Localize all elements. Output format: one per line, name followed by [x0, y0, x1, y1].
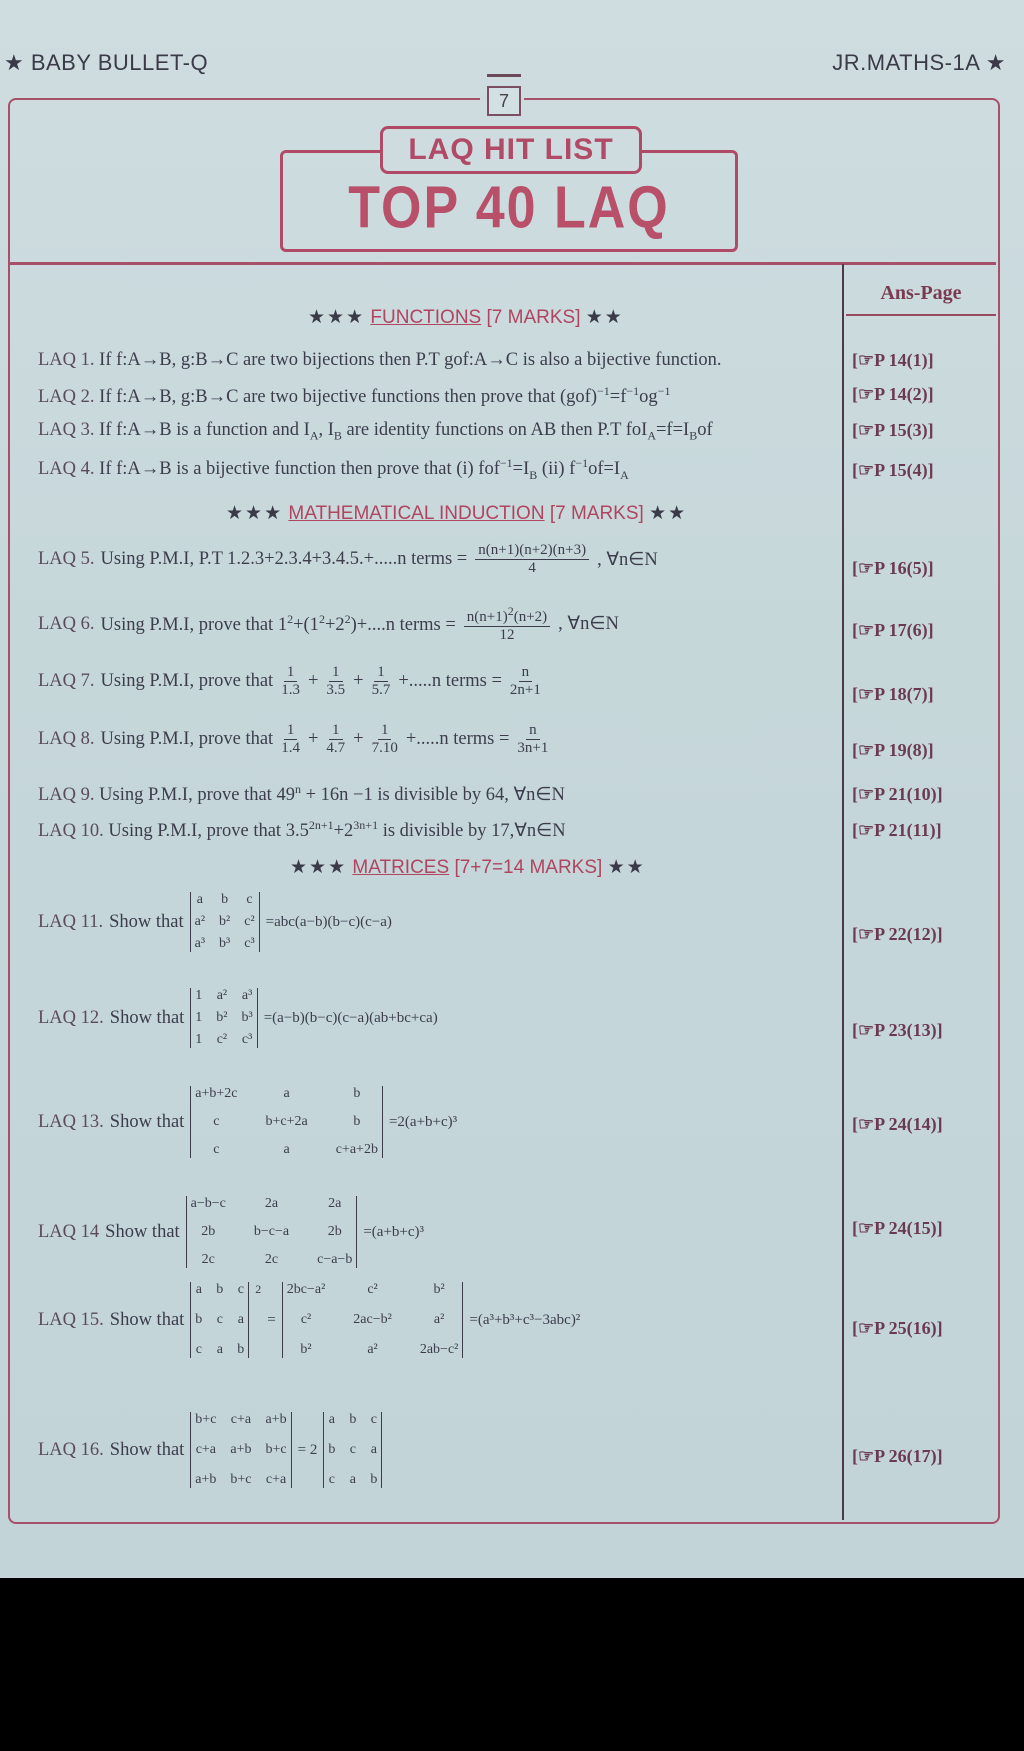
- det-cell: c: [213, 1114, 220, 1129]
- determinant: [190, 1412, 291, 1488]
- question-text: Show that: [109, 1007, 185, 1028]
- ans-page-laq10[interactable]: [☞P 21(11)]: [852, 820, 942, 840]
- det-cell: c+a: [265, 1472, 287, 1487]
- determinant: [186, 1196, 358, 1268]
- stars-icon: ★★★: [308, 307, 366, 328]
- fraction: [326, 722, 345, 757]
- operator: +: [307, 729, 319, 749]
- det-cell: b+c: [195, 1412, 217, 1427]
- question-text: Show that: [109, 911, 184, 932]
- determinant: [190, 1086, 383, 1158]
- question-label: LAQ 11.: [38, 911, 104, 932]
- det-cell: b: [353, 1086, 361, 1101]
- page-number: 7: [487, 86, 521, 116]
- det-cell: a³: [194, 936, 206, 951]
- question-text: are identity functions on AB then P.T foI: [341, 420, 648, 440]
- question-label: LAQ 8.: [38, 729, 95, 749]
- question-laq2: [38, 384, 670, 408]
- header-subject: JR.MATHS-1A ★: [832, 50, 1006, 75]
- denominator: 1.3: [281, 682, 300, 698]
- ans-page-laq11[interactable]: [☞P 22(12)]: [852, 924, 943, 944]
- det-cell: a²: [433, 1312, 445, 1327]
- denominator: 2n+1: [509, 682, 541, 698]
- numerator: 1: [378, 722, 392, 740]
- det-cell: c: [195, 1342, 202, 1357]
- stars-icon: ★★: [607, 857, 646, 878]
- question-text: =I: [512, 459, 530, 480]
- numerator: n(n+1)(n+2)(n+3): [475, 542, 589, 560]
- det-cell: b: [195, 1312, 203, 1327]
- section-title: MATHEMATICAL INDUCTION: [288, 503, 545, 524]
- stars-icon: ★★: [649, 503, 688, 524]
- section-title: FUNCTIONS: [370, 307, 482, 328]
- superscript: 3n+1: [353, 818, 379, 832]
- question-text: (ii) f: [537, 459, 576, 480]
- denominator: 1.4: [281, 740, 300, 756]
- det-cell: b−c−a: [253, 1224, 290, 1239]
- fraction: [510, 664, 541, 699]
- numerator: 1: [284, 664, 298, 682]
- question-text: Using P.M.I, prove that 1: [100, 615, 288, 636]
- det-cell: a+b: [265, 1412, 287, 1427]
- det-cell: c: [349, 1442, 356, 1457]
- det-cell: b: [216, 1282, 224, 1297]
- det-cell: a: [216, 1342, 223, 1357]
- denominator: 7.10: [371, 740, 398, 756]
- question-text: If f:A→B is a function and I: [99, 420, 310, 440]
- det-cell: b+c: [230, 1472, 252, 1487]
- operator: =: [267, 1311, 276, 1328]
- question-laq4: [38, 456, 629, 483]
- stars-icon: ★★: [585, 307, 624, 328]
- numerator: n: [526, 722, 540, 740]
- question-text: Using P.M.I, prove that 49: [99, 785, 295, 806]
- det-cell: b³: [219, 936, 231, 951]
- det-cell: c²: [367, 1282, 378, 1297]
- question-text: If f:A→B, g:B→C are two bijections then P.T gof:A→C is also a bijective function.: [99, 350, 722, 370]
- numerator-text: n(n+1): [466, 609, 508, 625]
- det-cell: 1: [195, 988, 203, 1003]
- question-text: Show that: [105, 1221, 180, 1242]
- determinant: [282, 1282, 464, 1358]
- numerator: 1: [374, 664, 388, 682]
- fraction: [281, 722, 300, 757]
- question-laq14: [38, 1196, 424, 1268]
- operator: +: [353, 729, 364, 749]
- det-cell: b: [328, 1442, 336, 1457]
- question-text: =f: [609, 387, 627, 408]
- section-functions: [308, 306, 624, 329]
- det-cell: a: [349, 1472, 356, 1487]
- det-cell: 2a: [264, 1196, 279, 1211]
- stars-icon: ★★★: [226, 503, 284, 524]
- superscript: 2: [287, 611, 294, 626]
- question-label: LAQ 14: [38, 1221, 100, 1242]
- question-text: =(a−b)(b−c)(c−a)(ab+bc+ca): [263, 1009, 438, 1026]
- ans-page-laq1[interactable]: [☞P 14(1)]: [852, 350, 934, 370]
- det-cell: a²: [367, 1342, 378, 1357]
- question-text: +.....n terms =: [405, 729, 510, 749]
- superscript: 2: [318, 611, 325, 626]
- question-label: LAQ 5.: [38, 549, 95, 569]
- det-cell: b²: [433, 1282, 445, 1297]
- question-laq11: [38, 892, 392, 952]
- question-text: Show that: [109, 1439, 185, 1460]
- ans-page-laq8[interactable]: [☞P 19(8)]: [852, 740, 934, 760]
- superscript: 2: [344, 611, 351, 626]
- det-cell: a+b+2c: [195, 1086, 238, 1101]
- fraction: [517, 722, 548, 757]
- question-text: Using P.M.I, prove that 3.5: [108, 821, 309, 842]
- det-cell: b²: [216, 1010, 228, 1025]
- det-cell: a: [196, 892, 203, 907]
- det-cell: c: [237, 1282, 244, 1297]
- det-cell: c: [216, 1312, 223, 1327]
- ans-page-laq5[interactable]: [☞P 16(5)]: [852, 558, 934, 578]
- subscript: A: [620, 467, 629, 482]
- question-text: =abc(a−b)(b−c)(c−a): [265, 913, 392, 930]
- determinant: [190, 988, 257, 1048]
- superscript: −1: [657, 384, 671, 398]
- superscript: −1: [626, 384, 640, 398]
- question-text: If f:A→B, g:B→C are two bijective functions then prove that (gof): [99, 387, 597, 408]
- question-laq16: [38, 1412, 382, 1488]
- numerator: 1: [284, 722, 298, 740]
- det-cell: c−a−b: [317, 1252, 353, 1267]
- det-cell: c+a: [195, 1442, 217, 1457]
- question-label: LAQ 7.: [38, 671, 95, 691]
- superscript: −1: [499, 456, 513, 470]
- question-text: If f:A→B is a bijective function then prove that (i) fof: [99, 459, 500, 480]
- page-number-bar: [487, 74, 521, 77]
- question-laq6: [38, 604, 619, 644]
- question-label: LAQ 10.: [38, 821, 104, 842]
- section-marks: [7 MARKS]: [549, 503, 644, 524]
- subscript: B: [529, 467, 538, 482]
- denominator: 3n+1: [517, 740, 549, 756]
- det-cell: b²: [219, 914, 231, 929]
- subscript: B: [689, 428, 698, 443]
- det-cell: 1: [195, 1032, 203, 1047]
- det-cell: b: [349, 1412, 357, 1427]
- denominator: 4: [528, 560, 536, 576]
- numerator-text: (n+2): [513, 609, 548, 625]
- ans-page-laq2[interactable]: [☞P 14(2)]: [852, 384, 934, 404]
- numerator: 1: [329, 722, 343, 740]
- section-marks: [7 MARKS]: [486, 307, 581, 328]
- question-text: , I: [318, 420, 334, 440]
- question-laq3: [38, 420, 713, 444]
- fraction: [372, 664, 391, 699]
- question-laq9: [38, 782, 565, 806]
- det-cell: a+b: [195, 1472, 217, 1487]
- det-cell: c²: [244, 914, 255, 929]
- det-cell: b²: [300, 1342, 312, 1357]
- ans-page-laq9[interactable]: [☞P 21(10)]: [852, 784, 943, 804]
- det-cell: 2a: [328, 1196, 342, 1211]
- question-text: =(a+b+c)³: [363, 1223, 425, 1240]
- det-cell: c: [370, 1412, 377, 1427]
- question-text: , ∀n∈N: [597, 549, 658, 570]
- question-text: =f=I: [655, 420, 690, 440]
- question-text: + 16n −1 is divisible by 64, ∀n∈N: [300, 785, 565, 806]
- det-cell: b+c+2a: [265, 1114, 308, 1129]
- question-label: LAQ 4.: [38, 459, 95, 480]
- denominator: 4.7: [326, 740, 346, 756]
- det-cell: b+c: [265, 1442, 287, 1457]
- ans-page-laq4[interactable]: [☞P 15(4)]: [852, 460, 934, 480]
- det-cell: c+a: [230, 1412, 252, 1427]
- det-cell: 2b: [201, 1224, 216, 1239]
- question-label: LAQ 2.: [38, 387, 95, 408]
- determinant: [190, 892, 260, 952]
- det-cell: c³: [244, 936, 255, 951]
- fraction: [464, 604, 550, 644]
- ans-column-header: Ans-Page: [880, 282, 962, 304]
- superscript: 2: [507, 604, 514, 618]
- question-text: of=I: [588, 459, 621, 480]
- question-laq13: [38, 1086, 457, 1158]
- fraction: [281, 664, 300, 699]
- question-laq10: [38, 818, 566, 842]
- det-cell: c²: [216, 1032, 228, 1047]
- question-text: Using P.M.I, prove that: [100, 671, 274, 691]
- det-cell: a: [195, 1282, 202, 1297]
- det-cell: 2bc−a²: [286, 1282, 326, 1297]
- ans-header-underline: [846, 314, 996, 316]
- det-cell: a²: [216, 988, 228, 1003]
- fraction: [326, 664, 345, 699]
- question-laq7: [38, 664, 543, 699]
- det-cell: 1: [195, 1010, 203, 1025]
- ans-page-laq15[interactable]: [☞P 25(16)]: [852, 1318, 943, 1338]
- header-book-title: ★ BABY BULLET-Q: [4, 50, 209, 75]
- superscript: −1: [597, 384, 610, 398]
- det-cell: a: [283, 1086, 290, 1101]
- det-cell: 2ab−c²: [419, 1342, 459, 1357]
- det-cell: a²: [194, 914, 206, 929]
- question-label: LAQ 9.: [38, 785, 95, 806]
- title-subtitle: LAQ HIT LIST: [380, 126, 642, 174]
- fraction: [372, 722, 398, 757]
- det-cell: c+a+2b: [335, 1142, 378, 1157]
- question-text: +2: [324, 615, 345, 636]
- question-label: LAQ 3.: [38, 420, 95, 440]
- det-cell: c: [328, 1472, 335, 1487]
- question-text: og: [639, 387, 658, 408]
- section-induction: [226, 502, 687, 525]
- det-cell: a: [237, 1312, 244, 1327]
- subscript: A: [309, 428, 319, 443]
- question-laq12: [38, 988, 438, 1048]
- ans-page-laq3[interactable]: [☞P 15(3)]: [852, 420, 934, 440]
- det-cell: c³: [241, 1032, 253, 1047]
- denominator: 12: [499, 627, 515, 643]
- ans-column-divider: [842, 264, 844, 1520]
- section-title: MATRICES: [352, 857, 450, 878]
- question-text: is divisible by 17,∀n∈N: [378, 821, 566, 842]
- det-cell: c: [246, 892, 253, 907]
- title-main: TOP 40 LAQ: [348, 174, 670, 242]
- denominator: 3.5: [326, 682, 346, 698]
- divider-top: [10, 262, 996, 265]
- stars-icon: ★★★: [290, 857, 348, 878]
- det-cell: 2ac−b²: [353, 1312, 392, 1327]
- question-label: LAQ 15.: [38, 1309, 104, 1330]
- ans-page-laq16[interactable]: [☞P 26(17)]: [852, 1446, 943, 1466]
- superscript: 2: [255, 1282, 262, 1296]
- question-laq1: [38, 350, 722, 371]
- det-cell: b: [237, 1342, 245, 1357]
- question-label: LAQ 12.: [38, 1007, 104, 1028]
- question-text: , ∀n∈N: [558, 614, 619, 634]
- det-cell: a−b−c: [190, 1196, 226, 1211]
- question-text: )+....n terms =: [350, 615, 456, 636]
- det-cell: a³: [241, 988, 253, 1003]
- numerator: 1: [329, 664, 343, 682]
- question-laq5: [38, 542, 658, 577]
- det-cell: c²: [300, 1312, 312, 1327]
- denominator: 5.7: [371, 682, 391, 698]
- numerator: n: [519, 664, 533, 682]
- ans-page-laq7[interactable]: [☞P 18(7)]: [852, 684, 934, 704]
- section-matrices: [290, 856, 646, 879]
- question-text: =(a³+b³+c³−3abc)²: [469, 1311, 581, 1328]
- question-text: +2: [333, 821, 354, 842]
- ans-page-laq14[interactable]: [☞P 24(15)]: [852, 1218, 943, 1238]
- superscript: 2n+1: [308, 818, 334, 832]
- question-laq8: [38, 722, 550, 757]
- operator: +: [353, 671, 364, 691]
- question-text: =2(a+b+c)³: [388, 1113, 458, 1130]
- det-cell: a: [328, 1412, 335, 1427]
- operator: +: [307, 671, 319, 691]
- question-label: LAQ 16.: [38, 1439, 104, 1460]
- operator: = 2: [297, 1441, 318, 1458]
- determinant: [323, 1412, 382, 1488]
- question-text: +(1: [293, 615, 319, 636]
- fraction: [475, 542, 589, 577]
- question-text: Show that: [109, 1111, 185, 1132]
- section-marks: [7+7=14 MARKS]: [454, 857, 603, 878]
- det-cell: b³: [241, 1010, 253, 1025]
- ans-page-laq13[interactable]: [☞P 24(14)]: [852, 1114, 943, 1134]
- det-cell: 2c: [264, 1252, 279, 1267]
- det-cell: b: [353, 1114, 361, 1129]
- superscript: n: [294, 782, 301, 796]
- question-text: Show that: [109, 1309, 185, 1330]
- det-cell: c: [213, 1142, 220, 1157]
- det-cell: b: [370, 1472, 378, 1487]
- ans-page-laq12[interactable]: [☞P 23(13)]: [852, 1020, 943, 1040]
- question-text: of: [697, 420, 713, 440]
- det-cell: b: [221, 892, 229, 907]
- det-cell: a: [370, 1442, 377, 1457]
- subscript: A: [647, 428, 656, 443]
- question-text: Using P.M.I, P.T 1.2.3+2.3.4+3.4.5.+.....n terms =: [100, 549, 468, 569]
- superscript: −1: [575, 456, 589, 470]
- question-text: +.....n terms =: [398, 671, 502, 691]
- numerator: [464, 604, 550, 627]
- determinant: [190, 1282, 249, 1358]
- question-label: LAQ 13.: [38, 1111, 104, 1132]
- det-cell: 2b: [327, 1224, 342, 1239]
- det-cell: a: [283, 1142, 290, 1157]
- det-cell: 2c: [201, 1252, 215, 1267]
- det-cell: a+b: [230, 1442, 252, 1457]
- question-label: LAQ 6.: [38, 613, 95, 634]
- question-text: Using P.M.I, prove that: [100, 729, 274, 749]
- subscript: B: [333, 428, 342, 443]
- question-label: LAQ 1.: [38, 350, 95, 370]
- question-laq15: [38, 1282, 580, 1358]
- ans-page-laq6[interactable]: [☞P 17(6)]: [852, 620, 934, 640]
